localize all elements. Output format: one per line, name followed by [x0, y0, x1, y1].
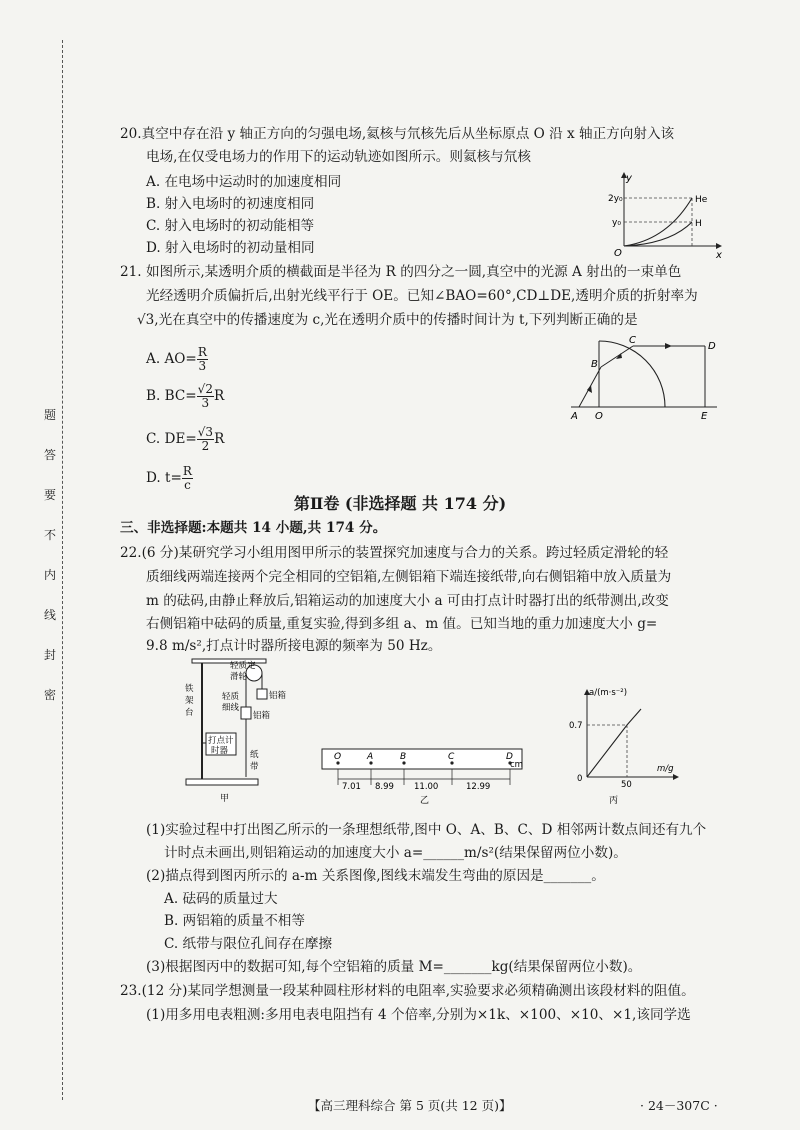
q21-quarter-circle-figure [565, 333, 725, 425]
svg-text:He: He [695, 195, 708, 205]
q20-trajectory-figure [608, 172, 722, 261]
svg-text:C: C [448, 752, 455, 762]
svg-text:D: D [506, 752, 513, 762]
svg-text:0: 0 [577, 774, 583, 784]
svg-text:架: 架 [185, 696, 194, 706]
svg-text:0.7: 0.7 [569, 721, 583, 731]
svg-text:O: O [595, 411, 603, 422]
svg-text:时器: 时器 [211, 746, 229, 756]
q22-option-a: A. 砝码的质量过大 [164, 891, 278, 907]
q22-part1-line1: (1)实验过程中打出图乙所示的一条理想纸带,图中 O、A、B、C、D 相邻两计数点间还有九个 [146, 822, 707, 838]
q20-stem-line2: 电场,在仅受电场力的作用下的运动轨迹如图所示。则氦核与氘核 [146, 149, 531, 165]
svg-text:轻质: 轻质 [222, 692, 240, 702]
svg-text:带: 带 [250, 762, 259, 772]
svg-text:cm: cm [510, 760, 523, 770]
svg-text:H: H [695, 219, 702, 229]
q22-stem-line3: m 的砝码,由静止释放后,铝箱运动的加速度大小 a 可由打点计时器打出的纸带测出,改变 [146, 593, 669, 609]
svg-text:打点计: 打点计 [208, 736, 234, 746]
svg-text:细线: 细线 [222, 703, 240, 713]
svg-text:铁: 铁 [185, 684, 194, 694]
svg-text:y: y [626, 173, 632, 184]
svg-text:11.00: 11.00 [414, 782, 439, 792]
svg-text:乙: 乙 [420, 796, 430, 806]
footer-page-info: 【高三理科综合 第 5 页(共 12 页)】 [308, 1098, 512, 1113]
q23-stem-line1: 23.(12 分)某同学想测量一段某种圆柱形材料的电阻率,实验要求必须精确测出该段材料的阻值。 [120, 983, 695, 999]
svg-text:丙: 丙 [609, 796, 619, 806]
svg-text:滑轮: 滑轮 [230, 672, 248, 682]
q22-stem-line1: 22.(6 分)某研究学习小组用图甲所示的装置探究加速度与合力的关系。跨过轻质定滑轮的轻 [120, 545, 669, 561]
q20-option-a: A. 在电场中运动时的加速度相同 [146, 174, 342, 190]
svg-text:甲: 甲 [220, 794, 230, 804]
q22-part2: (2)描点得到图丙所示的 a-m 关系图像,图线末端发生弯曲的原因是_______。 [146, 868, 605, 884]
q22-stem-line4: 右侧铝箱中砝码的质量,重复实验,得到多组 a、m 值。已知当地的重力加速度大小 g= [146, 616, 658, 632]
q20-option-d: D. 射入电场时的初动量相同 [146, 240, 315, 256]
q22-apparatus-figure [182, 655, 292, 805]
svg-text:x: x [716, 250, 722, 261]
q22-part3: (3)根据图丙中的数据可知,每个空铝箱的质量 M=_______kg(结果保留两位小数)。 [146, 959, 642, 975]
svg-text:12.99: 12.99 [466, 782, 491, 792]
q22-part1-line2: 计时点未画出,则铝箱运动的加速度大小 a=______m/s²(结果保留两位小数)。 [164, 845, 627, 861]
binding-notice: 题 答 要 不 内 线 封 密 [43, 408, 56, 702]
svg-text:m/g: m/g [657, 764, 674, 774]
svg-text:C: C [629, 335, 636, 346]
svg-text:50: 50 [621, 780, 632, 790]
svg-text:O: O [334, 752, 342, 762]
svg-text:2y₀: 2y₀ [608, 194, 623, 204]
q21-option-d: D. t= $\frac{R}{c}$ [146, 464, 192, 492]
svg-text:8.99: 8.99 [375, 782, 394, 792]
svg-text:7.01: 7.01 [342, 782, 361, 792]
svg-text:A: A [571, 411, 578, 422]
svg-text:O: O [614, 248, 622, 259]
q22-paper-tape-figure [318, 745, 528, 805]
q21-stem-line3: √3,光在真空中的传播速度为 c,光在透明介质中的传播时间计为 t,下列判断正确的是 [137, 312, 638, 328]
svg-text:D: D [708, 341, 716, 352]
svg-text:E: E [701, 411, 708, 422]
q23-stem-line2: (1)用多用电表粗测:多用电表电阻挡有 4 个倍率,分别为×1k、×100、×10、×1,该同学选 [146, 1007, 691, 1023]
q22-stem-line5: 9.8 m/s²,打点计时器所接电源的频率为 50 Hz。 [146, 638, 442, 654]
q21-option-a: A. AO= $\frac{R}{3}$ [146, 345, 207, 373]
svg-text:a/(m·s⁻²): a/(m·s⁻²) [589, 688, 628, 698]
q22-option-c: C. 纸带与限位孔间存在摩擦 [164, 936, 333, 952]
svg-text:y₀: y₀ [612, 218, 621, 228]
binding-line [62, 40, 63, 1100]
q21-stem-line1: 21. 如图所示,某透明介质的横截面是半径为 R 的四分之一圆,真空中的光源 A 射出的一束单色 [120, 264, 682, 280]
q22-option-b: B. 两铝箱的质量不相等 [164, 913, 305, 929]
footer-code: · 24－307C · [640, 1098, 718, 1113]
q20-option-c: C. 射入电场时的初动能相等 [146, 218, 315, 234]
q20-option-b: B. 射入电场时的初速度相同 [146, 196, 315, 212]
svg-text:台: 台 [185, 708, 194, 718]
svg-text:轻质定: 轻质定 [230, 661, 256, 671]
svg-text:纸: 纸 [250, 750, 259, 760]
svg-text:铝箱: 铝箱 [269, 691, 287, 701]
q22-stem-line2: 质细线两端连接两个完全相同的空铝箱,左侧铝箱下端连接纸带,向右侧铝箱中放入质量为 [146, 569, 672, 585]
svg-text:B: B [591, 359, 598, 370]
svg-text:A: A [367, 752, 374, 762]
section3-heading: 三、非选择题:本题共 14 小题,共 174 分。 [120, 520, 387, 536]
part2-title: 第Ⅱ卷 (非选择题 共 174 分) [293, 494, 507, 513]
q21-option-b: B. BC= $\frac{√2}{3}$ R [146, 382, 225, 410]
q20-stem-line1: 20.真空中存在沿 y 轴正方向的匀强电场,氦核与氘核先后从坐标原点 O 沿 x 轴正方向射入该 [120, 126, 675, 142]
q21-stem-line2: 光经透明介质偏折后,出射光线平行于 OE。已知∠BAO=60°,CD⊥DE,透明介质的折射率为 [146, 288, 698, 304]
q22-a-m-graph [565, 685, 685, 807]
svg-text:B: B [400, 752, 407, 762]
svg-text:铝箱: 铝箱 [253, 711, 271, 721]
q21-option-c: C. DE= $\frac{√3}{2}$ R [146, 425, 225, 453]
